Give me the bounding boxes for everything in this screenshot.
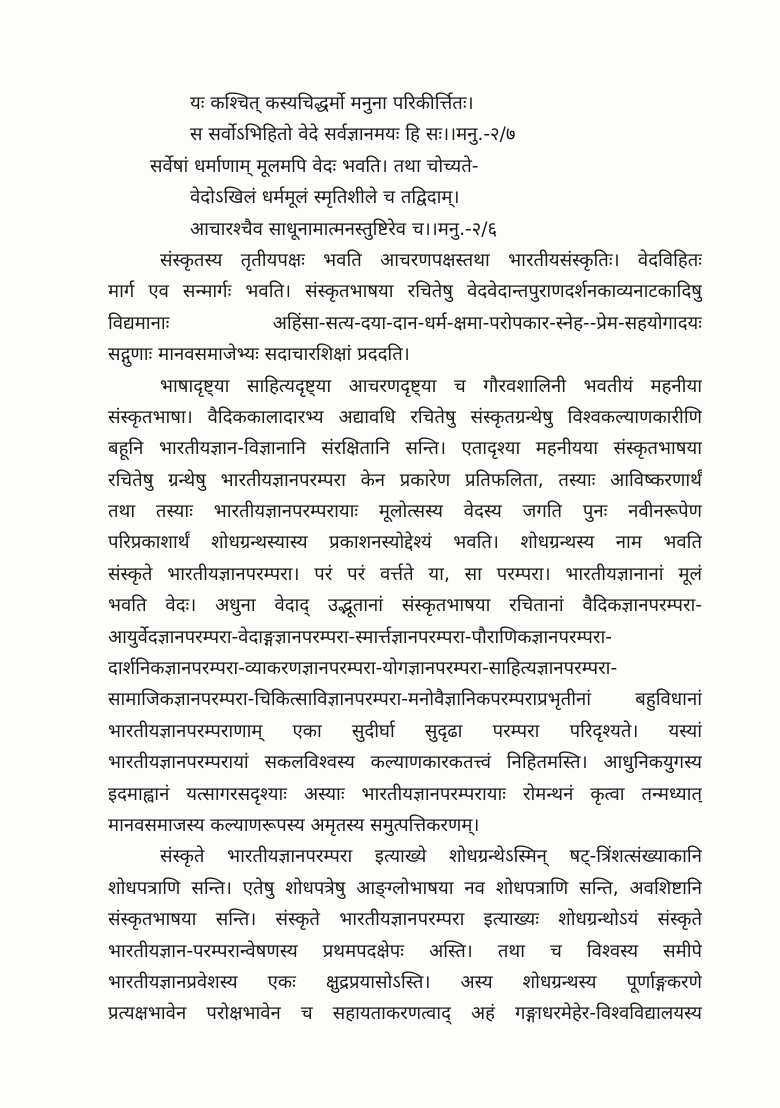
paragraph-line: संस्कृते भारतीयज्ञानपरम्परा। परं परं वर्त्तते या, सा परम्परा। भारतीयज्ञानानां मूलं (108, 563, 702, 585)
paragraph-line: भवति वेदः। अधुना वेदाद् उद्भूतानां संस्कृतभाषया रचितानां वैदिकज्ञानपरम्परा- (108, 595, 702, 617)
paragraph-line: मार्ग एव सन्मार्गः भवति। संस्कृतभाषया रचितेषु वेदवेदान्तपुराणदर्शनकाव्यनाटकादिषु (108, 281, 702, 303)
verse-line: स सर्वोऽभिहितो वेदे सर्वज्ञानमयः हि सः।।मनु.-२/७ (190, 124, 516, 146)
intro-line: सर्वेषां धर्माणाम् मूलमपि वेदः भवति। तथा चोच्यते- (150, 155, 479, 177)
page-text (108, 88, 702, 1030)
paragraph-line: भाषादृष्ट्या साहित्यदृष्ट्या आचरणदृष्ट्या च गौरवशालिनी भवतीयं महनीया (160, 375, 702, 397)
paragraph-line: रचितेषु ग्रन्थेषु भारतीयज्ञानपरम्परा केन प्रकारेण प्रतिफलिता, तस्याः आविष्करणार्थं (108, 469, 702, 491)
paragraph-line: संस्कृतस्य तृतीयपक्षः भवति आचरणपक्षस्तथा भारतीयसंस्कृतिः। वेदविहितः (160, 249, 702, 271)
paragraph-line: विद्यमानाः अहिंसा-सत्य-दया-दान-धर्म-क्षमा-परोपकार-स्नेह--प्रेम-सहयोगादयः (108, 312, 702, 334)
paragraphs (108, 245, 702, 1030)
paragraph-line: भारतीयज्ञान-परम्परान्वेषणस्य प्रथमपदक्षेपः अस्ति। तथा च विश्वस्य समीपे (108, 940, 702, 962)
paragraph-line: बहूनि भारतीयज्ञान-विज्ञानानि संरक्षितानि सन्ति। एतादृश्या महनीयया संस्कृतभाषया (108, 438, 702, 460)
paragraph-line: सामाजिकज्ञानपरम्परा-चिकित्साविज्ञानपरम्परा-मनोवैज्ञानिकपरम्पराप्रभृतीनां बहुविधानां (108, 689, 702, 711)
paragraph-line: इदमाह्वानं यत्सागरसदृश्याः अस्याः भारतीयज्ञानपरम्परायाः रोमन्थनं कृत्वा तन्मध्यात् (108, 783, 702, 805)
paragraph (108, 245, 702, 371)
verse-line: आचारश्चैव साधूनामात्मनस्तुष्टिरेव च।।मनु.-२/६ (190, 218, 498, 240)
paragraph-line: तथा तस्याः भारतीयज्ञानपरम्परायाः मूलोत्सस्य वेदस्य जगति पुनः नवीनरूपेण (108, 501, 702, 523)
paragraph (108, 371, 702, 842)
paragraph-line: संस्कृतभाषा। वैदिककालादारभ्य अद्यावधि रचितेषु संस्कृतग्रन्थेषु विश्वकल्याणकारीणि (108, 406, 702, 428)
paragraph-line: संस्कृते भारतीयज्ञानपरम्परा इत्याख्ये शोधग्रन्थेऽस्मिन् षट्-त्रिंशत्संख्याकानि (160, 846, 702, 868)
paragraph-line: प्रत्यक्षभावेन परोक्षभावेन च सहायताकरणत्वाद् अहं गङ्गाधरमेहेर-विश्वविद्यालयस्य (108, 1003, 702, 1025)
paragraph-line: संस्कृतभाषया सन्ति। संस्कृते भारतीयज्ञानपरम्परा इत्याख्यः शोधग्रन्थोऽयं संस्कृते (108, 909, 702, 931)
paragraph-line: भारतीयज्ञानपरम्पराणाम् एका सुदीर्घा सुदृढा परम्परा परिदृश्यते। यस्यां (108, 720, 702, 742)
paragraph-line: भारतीयज्ञानपरम्परायां सकलविश्वस्य कल्याणकारकतत्त्वं निहितमस्ति। आधुनिकयुगस्य (108, 752, 702, 774)
paragraph (108, 841, 702, 1029)
paragraph-line: आयुर्वेदज्ञानपरम्परा-वेदाङ्गज्ञानपरम्परा-स्मार्त्तज्ञानपरम्परा-पौराणिकज्ञानपरम्परा- (108, 626, 612, 648)
verse-line: वेदोऽखिलं धर्ममूलं स्मृतिशीले च तद्विदाम्। (190, 187, 460, 209)
paragraph-line: दार्शनिकज्ञानपरम्परा-व्याकरणज्ञानपरम्परा-योगज्ञानपरम्परा-साहित्यज्ञानपरम्परा- (108, 658, 618, 680)
paragraph-line: भारतीयज्ञानप्रवेशस्य एकः क्षुद्रप्रयासोऽस्ति। अस्य शोधग्रन्थस्य पूर्णाङ्गकरणे (108, 971, 702, 993)
paragraph-line: मानवसमाजस्य कल्याणरूपस्य अमृतस्य समुत्पत्तिकरणम्। (108, 814, 480, 836)
verse-line: यः कश्चित् कस्यचिद्धर्मो मनुना परिकीर्त्तितः। (190, 93, 474, 114)
paragraph-line: सद्गुणाः मानवसमाजेभ्यः सदाचारशिक्षां प्रददति। (108, 344, 410, 366)
paragraph-line: परिप्रकाशार्थं शोधग्रन्थस्यास्य प्रकाशनस्योद्देश्यं भवति। शोधग्रन्थस्य नाम भवति (108, 532, 702, 554)
paragraph-line: शोधपत्राणि सन्ति। एतेषु शोधपत्रेषु आङ्ग्लोभाषया नव शोधपत्राणि सन्ति, अवशिष्टानि (108, 877, 702, 899)
